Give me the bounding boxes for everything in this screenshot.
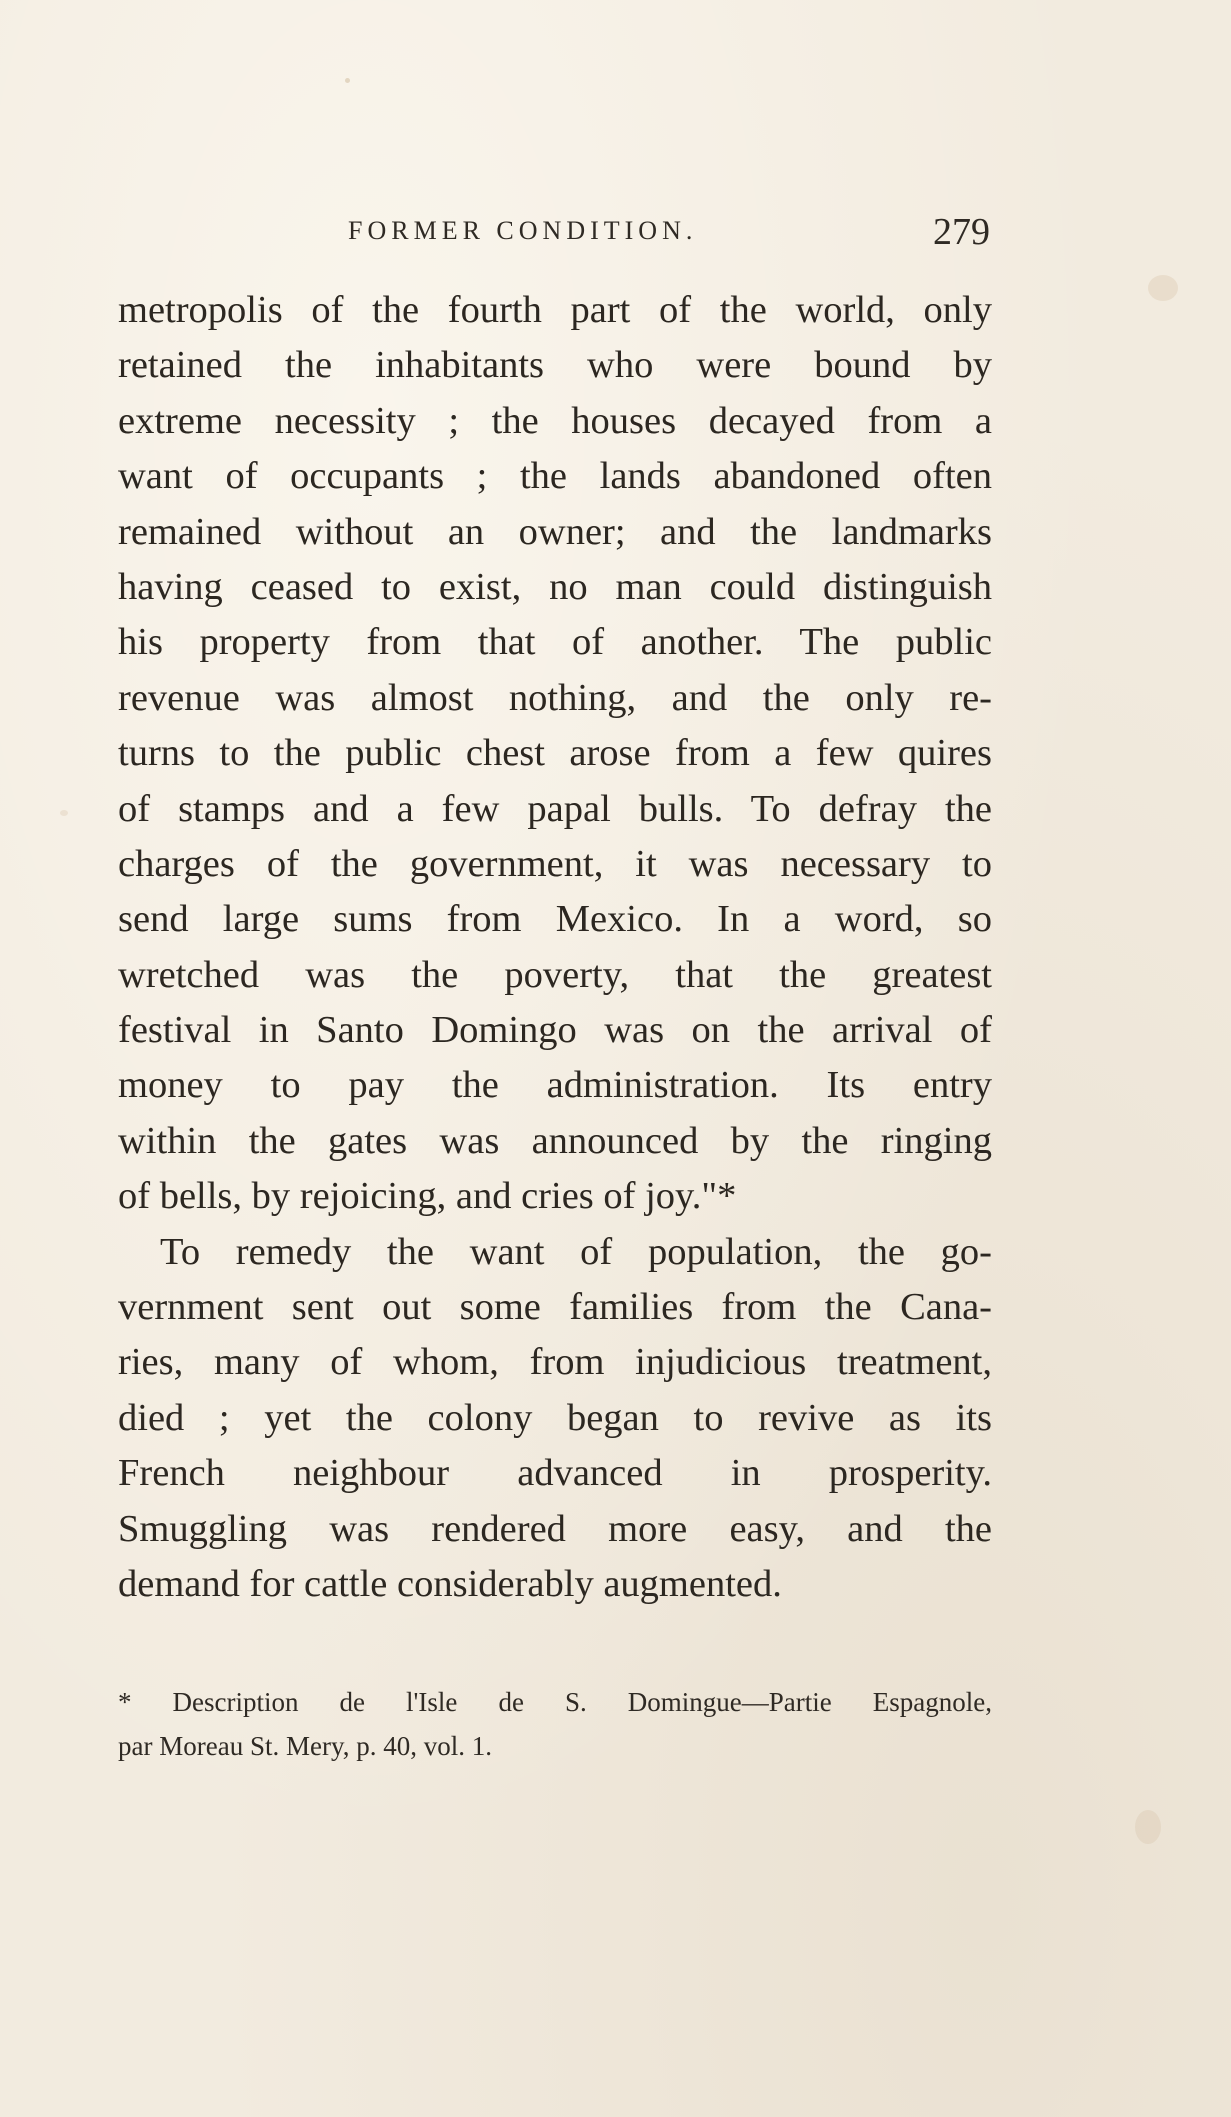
text-line: having ceased to exist, no man could distinguish	[118, 565, 992, 608]
running-head: FORMER CONDITION.	[348, 216, 698, 245]
text-line: revenue was almost nothing, and the only re-	[118, 676, 992, 719]
footnote	[118, 1680, 992, 1768]
page-header	[118, 210, 998, 260]
text-line: vernment sent out some families from the Cana-	[118, 1286, 992, 1329]
text-line: want of occupants ; the lands abandoned often	[118, 455, 992, 498]
body-text	[118, 283, 992, 1612]
text-line: demand for cattle considerably augmented.	[118, 1562, 782, 1605]
text-line: wretched was the poverty, that the greatest	[118, 953, 992, 996]
footnote-line: * Description de l'Isle de S. Domingue—Partie Espagnole,	[118, 1687, 992, 1717]
text-line: turns to the public chest arose from a few quires	[118, 732, 992, 775]
text-line: charges of the government, it was necessary to	[118, 842, 992, 885]
page-number: 279	[933, 211, 990, 253]
text-line: ries, many of whom, from injudicious treatment,	[118, 1341, 992, 1384]
text-line: of stamps and a few papal bulls. To defray the	[118, 787, 992, 830]
paper-speck	[60, 810, 68, 816]
text-line: extreme necessity ; the houses decayed from a	[118, 399, 992, 442]
text-line: remained without an owner; and the landmarks	[118, 510, 992, 553]
text-line: To remedy the want of population, the go-	[160, 1230, 992, 1273]
paper-speck	[345, 78, 350, 83]
text-line: money to pay the administration. Its entry	[118, 1064, 992, 1107]
footnote-line: par Moreau St. Mery, p. 40, vol. 1.	[118, 1731, 492, 1761]
text-line: French neighbour advanced in prosperity.	[118, 1452, 992, 1495]
text-line: send large sums from Mexico. In a word, so	[118, 898, 992, 941]
text-line: festival in Santo Domingo was on the arrival of	[118, 1009, 992, 1052]
text-line: Smuggling was rendered more easy, and the	[118, 1507, 992, 1550]
paper-speck	[1135, 1810, 1161, 1844]
text-line: retained the inhabitants who were bound by	[118, 344, 992, 387]
text-line: within the gates was announced by the ringing	[118, 1119, 992, 1162]
text-line: metropolis of the fourth part of the world, only	[118, 289, 992, 331]
text-line: his property from that of another. The public	[118, 621, 992, 664]
text-line: died ; yet the colony began to revive as its	[118, 1396, 992, 1439]
text-line: of bells, by rejoicing, and cries of joy."*	[118, 1175, 737, 1218]
paper-speck	[1148, 275, 1178, 301]
